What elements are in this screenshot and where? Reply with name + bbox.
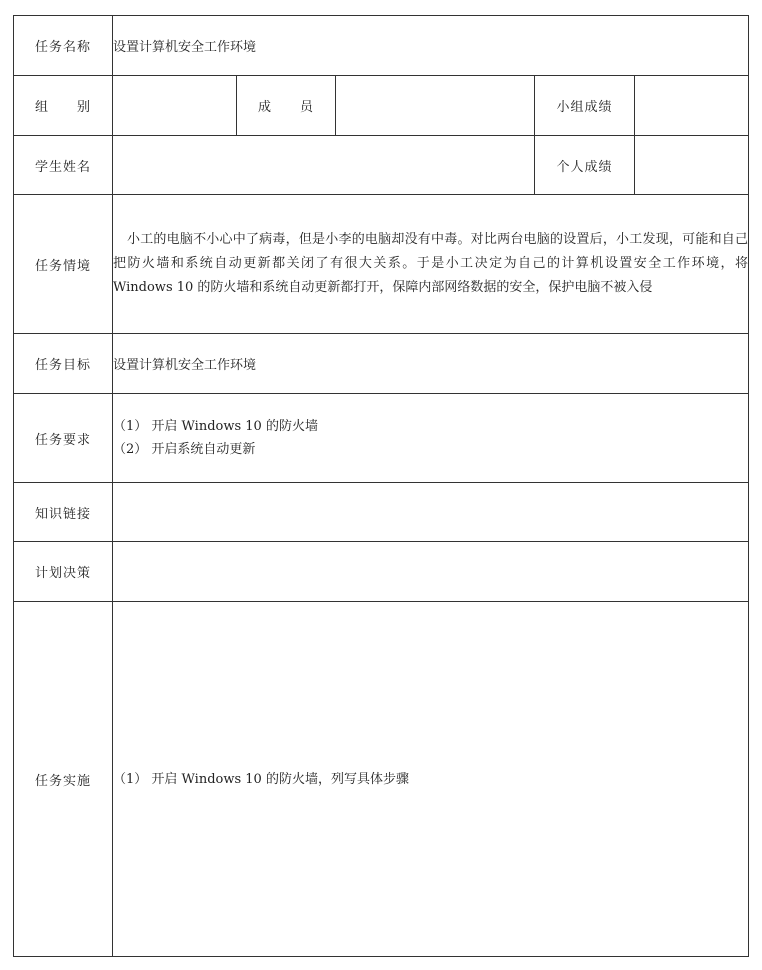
requirements-list (113, 394, 749, 483)
group-score-value[interactable] (635, 76, 749, 136)
student-name-value[interactable] (113, 136, 535, 195)
task-name-value: 设置计算机安全工作环境 (113, 16, 749, 76)
student-row (14, 136, 749, 195)
task-name-label: 任务名称 (14, 16, 113, 76)
requirements-row (14, 394, 749, 483)
members-value[interactable] (336, 76, 535, 136)
plan-value[interactable] (113, 542, 749, 602)
implementation-area[interactable] (113, 602, 749, 957)
task-sheet-table (13, 15, 749, 957)
personal-score-value[interactable] (635, 136, 749, 195)
plan-label: 计划决策 (14, 542, 113, 602)
task-name-row (14, 16, 749, 76)
goal-label: 任务目标 (14, 334, 113, 394)
group-score-label: 小组成绩 (535, 76, 635, 136)
scenario-text: 小工的电脑不小心中了病毒，但是小李的电脑却没有中毒。对比两台电脑的设置后，小工发现，可能和自己把防火墙和系统自动更新都关闭了有很大关系。于是小工决定为自己的计算机设置安全工作环境，将 Windows 10 的防火墙和系统自动更新都打开，保障内部网络数据的安全，保护电脑不被入侵 (113, 195, 749, 334)
knowledge-value[interactable] (113, 483, 749, 542)
knowledge-label: 知识链接 (14, 483, 113, 542)
implementation-label: 任务实施 (14, 602, 113, 957)
requirement-item-1: （1） 开启 Windows 10 的防火墙 (113, 419, 318, 434)
student-name-label: 学生姓名 (14, 136, 113, 195)
requirement-item-2: （2） 开启系统自动更新 (113, 442, 256, 457)
members-label: 成 员 (237, 76, 336, 136)
knowledge-row (14, 483, 749, 542)
group-label: 组 别 (14, 76, 113, 136)
implementation-step-1: （1） 开启 Windows 10 的防火墙，列写具体步骤 (113, 771, 409, 787)
group-value[interactable] (113, 76, 237, 136)
scenario-label: 任务情境 (14, 195, 113, 334)
plan-row (14, 542, 749, 602)
scenario-row (14, 195, 749, 334)
personal-score-label: 个人成绩 (535, 136, 635, 195)
group-row (14, 76, 749, 136)
implementation-row (14, 602, 749, 957)
requirements-label: 任务要求 (14, 394, 113, 483)
goal-value: 设置计算机安全工作环境 (113, 334, 749, 394)
goal-row (14, 334, 749, 394)
